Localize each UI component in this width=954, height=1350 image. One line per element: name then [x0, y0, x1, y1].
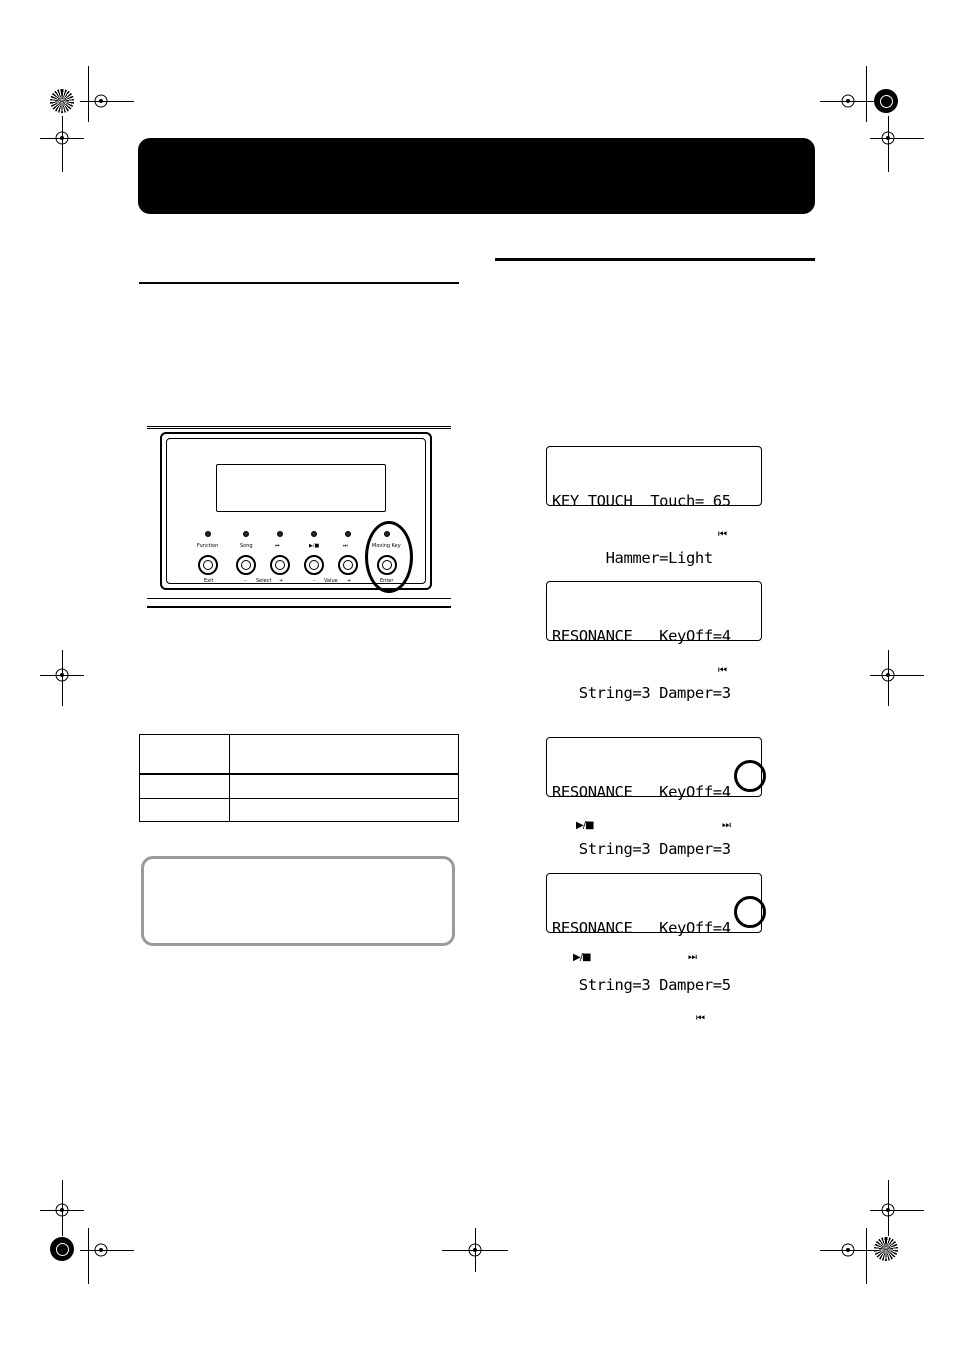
lcd-display-resonance-changed: [546, 873, 762, 994]
settings-table: [139, 734, 459, 822]
lcd-line: RESONANCE KeyOff=4: [552, 783, 731, 801]
moving-key-highlight: [365, 521, 413, 593]
chapter-header-bar: [138, 138, 815, 214]
function-button[interactable]: [198, 555, 218, 575]
skip-back-icon: ⏮: [718, 529, 726, 540]
minus-label: –: [313, 578, 316, 584]
section-rule-right: [495, 258, 815, 261]
damper-value-highlight: [734, 760, 766, 792]
value-label: Value: [324, 578, 338, 584]
led-indicator: [345, 531, 351, 537]
note-box: [141, 856, 455, 946]
song-button[interactable]: [236, 555, 256, 575]
select-label: Select: [256, 578, 272, 584]
led-indicator: [311, 531, 317, 537]
registration-star-icon: [50, 1237, 74, 1261]
skip-back-label: ⏮: [275, 543, 280, 549]
plus-label: +: [347, 578, 352, 584]
skip-back-icon: ⏮: [718, 665, 726, 676]
moving-key-label: Moving Key: [372, 543, 401, 549]
function-label: Function: [197, 543, 219, 549]
lcd-line: RESONANCE KeyOff=4: [552, 919, 731, 937]
led-indicator: [277, 531, 283, 537]
skip-forward-label: ⏭: [343, 543, 348, 549]
section-rule-left: [139, 282, 459, 284]
play-stop-icon: ▶/■: [576, 820, 594, 831]
play-stop-icon: ▶/■: [573, 952, 591, 963]
lcd-display-key-touch: [546, 446, 762, 567]
registration-star-icon: [874, 89, 898, 113]
lcd-display-resonance-cursor: [546, 737, 762, 858]
skip-forward-button[interactable]: [338, 555, 358, 575]
led-indicator: [205, 531, 211, 537]
minus-label: –: [244, 578, 247, 584]
registration-star-icon: [50, 89, 74, 113]
damper-value-highlight: [734, 896, 766, 928]
lcd-line: RESONANCE KeyOff=4: [552, 627, 731, 645]
plus-label: +: [279, 578, 284, 584]
lcd-line: KEY TOUCH Touch= 65: [552, 492, 731, 510]
enter-label: Enter: [380, 578, 394, 584]
lcd-line: String=3 Damper=3: [552, 684, 731, 702]
play-stop-label: ▶/■: [309, 543, 320, 549]
skip-back-button[interactable]: [270, 555, 290, 575]
song-label: Song: [240, 543, 253, 549]
lcd-line: String=3 Damper=5: [552, 976, 731, 994]
exit-label: Exit: [204, 578, 214, 584]
skip-forward-icon: ⏭: [722, 820, 730, 831]
lcd-line: Hammer=Light: [552, 549, 713, 567]
led-indicator: [243, 531, 249, 537]
lcd-display-resonance: [546, 581, 762, 702]
lcd-line: String=3 Damper=3: [552, 840, 731, 858]
panel-display: [216, 464, 386, 512]
skip-back-icon: ⏮: [696, 1013, 704, 1024]
play-stop-button[interactable]: [304, 555, 324, 575]
registration-star-icon: [874, 1237, 898, 1261]
skip-forward-icon: ⏭: [688, 952, 696, 963]
